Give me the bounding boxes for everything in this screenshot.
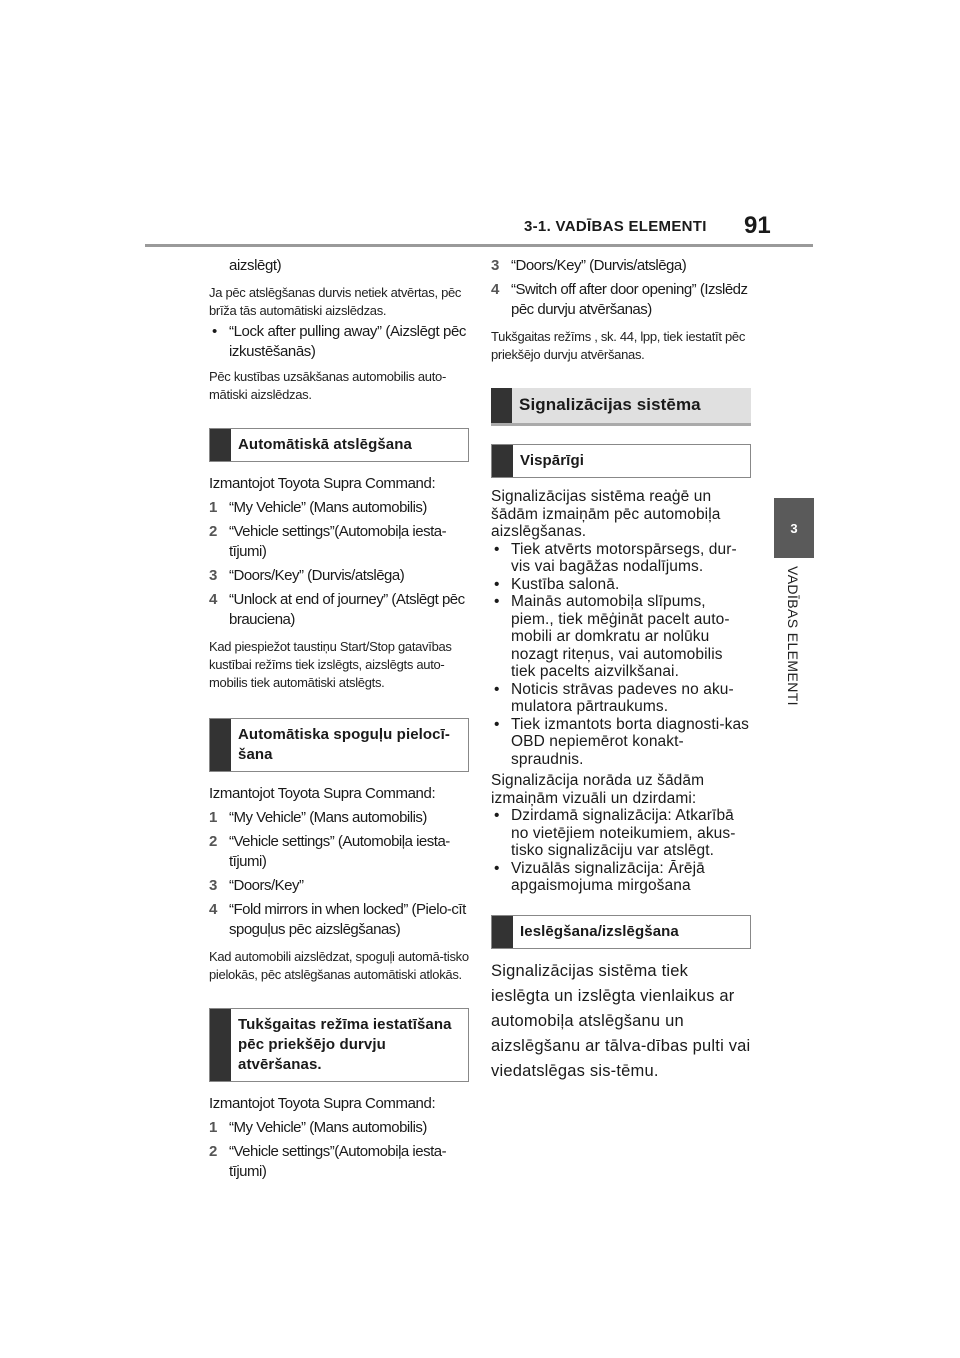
bullet-item: • Dzirdamā signalizācija: Atkarībā no vietējiem noteikumiem, akus-tisko signalizāciju var atslēgt. bbox=[494, 807, 736, 859]
bullet-item: • Vizuālās signalizācija: Ārējā apgaismojuma mirgošana bbox=[494, 859, 705, 894]
note-text: Kad piespiežot taustiņu Start/Stop gatavības kustībai režīms tiek izslēgts, aizslēgts auto-mobilis tiek automātiski atslēgts. bbox=[209, 639, 452, 690]
section-box-bar bbox=[210, 719, 231, 771]
section-box-title: Tukšgaitas režīma iestatīšana pēc priekšējo durvju atvēršanas. bbox=[238, 1016, 452, 1073]
note-text: Kad automobili aizslēdzat, spoguļi automā-tisko pielokās, pēc atslēgšanas automātiski atlokās. bbox=[209, 949, 469, 982]
step-item: 2 “Vehicle settings” (Automobiļa iesta-tījumi) bbox=[209, 833, 450, 870]
section-box bbox=[209, 1008, 469, 1082]
note-text: Pēc kustības uzsākšanas automobilis auto-mātiski aizslēdzas. bbox=[209, 369, 446, 402]
right-column bbox=[491, 256, 751, 1084]
section-box-bar bbox=[492, 916, 513, 948]
body-text: Signalizācija norāda uz šādām izmaiņām vizuāli un dzirdami: bbox=[491, 772, 705, 807]
body-text: Signalizācijas sistēma tiek ieslēgta un izslēgta vienlaikus ar automobiļa atslēgšanu un aizslēgšanu ar tālva-dības pulti vai viedatslēgas sis-tēmu. bbox=[491, 961, 751, 1080]
step-item: 3 “Doors/Key” bbox=[209, 877, 304, 894]
chapter-tab: 3 bbox=[774, 498, 814, 558]
section-box bbox=[491, 915, 751, 949]
section-heading: Signalizācijas sistēma bbox=[519, 395, 701, 414]
header-divider bbox=[145, 244, 813, 247]
note-text: Tukšgaitas režīms , sk. 44, lpp, tiek iestatīt pēc priekšējo durvju atvēršanas. bbox=[491, 329, 746, 362]
step-item: 4 “Unlock at end of journey” (Atslēgt pēc brauciena) bbox=[209, 591, 465, 628]
running-header-section: 3-1. VADĪBAS ELEMENTI bbox=[524, 218, 707, 235]
left-column bbox=[209, 256, 469, 1182]
intro-text: Izmantojot Toyota Supra Command: bbox=[209, 1095, 436, 1112]
section-box-title: Automātiska spoguļu pielocī-šana bbox=[238, 726, 450, 763]
step-item: 1 “My Vehicle” (Mans automobilis) bbox=[209, 499, 427, 516]
bullet-item: • Tiek izmantots borta diagnosti-kas OBD nepiemērot konakt-spraudnis. bbox=[494, 715, 750, 768]
section-heading-box bbox=[491, 388, 751, 426]
section-box bbox=[209, 428, 469, 462]
step-item: 1 “My Vehicle” (Mans automobilis) bbox=[209, 809, 427, 826]
step-item: 2 “Vehicle settings”(Automobiļa iesta-tījumi) bbox=[209, 1143, 447, 1180]
section-box bbox=[491, 444, 751, 478]
body-text: Signalizācijas sistēma reaģē un šādām izmaiņām pēc automobiļa aizslēgšanas. bbox=[491, 488, 721, 540]
section-box-bar bbox=[210, 429, 231, 461]
bullet-item: • “Lock after pulling away” (Aizslēgt pēc izkustēšanās) bbox=[212, 323, 467, 360]
step-item: 4 “Switch off after door opening” (Izslēdz pēc durvju atvēršanas) bbox=[491, 281, 748, 318]
section-box-bar bbox=[491, 388, 512, 423]
page-number: 91 bbox=[744, 212, 771, 239]
intro-text: Izmantojot Toyota Supra Command: bbox=[209, 785, 436, 802]
bullet-item: • Mainās automobiļa slīpums, piem., tiek mēģināt pacelt auto-mobili ar domkratu ar nolūku nozagt riteņus, vai automobilis tiek pacelts aizvilkšanai. bbox=[494, 593, 730, 680]
step-item: 1 “My Vehicle” (Mans automobilis) bbox=[209, 1119, 427, 1136]
step-item: 3 “Doors/Key” (Durvis/atslēga) bbox=[209, 567, 405, 584]
step-item: 4 “Fold mirrors in when locked” (Pielo-cīt spoguļus pēc aizslēgšanas) bbox=[209, 901, 466, 938]
section-box-bar bbox=[210, 1009, 231, 1081]
section-box bbox=[209, 718, 469, 772]
chapter-tab-label: VADĪBAS ELEMENTI bbox=[785, 566, 801, 706]
section-box-title: Vispārīgi bbox=[520, 452, 584, 469]
section-box-bar bbox=[492, 445, 513, 477]
intro-text: Izmantojot Toyota Supra Command: bbox=[209, 475, 436, 492]
step-item: 3 “Doors/Key” (Durvis/atslēga) bbox=[491, 257, 687, 274]
section-box-title: Ieslēgšana/izslēgšana bbox=[520, 922, 679, 940]
note-text: Ja pēc atslēgšanas durvis netiek atvērtas, pēc brīža tās automātiski aizslēdzas. bbox=[209, 285, 462, 318]
bullet-item: • Noticis strāvas padeves no aku-mulatora pārtraukums. bbox=[494, 680, 734, 715]
step-item: 2 “Vehicle settings”(Automobiļa iesta-tījumi) bbox=[209, 523, 447, 560]
continued-text: aizslēgt) bbox=[229, 257, 282, 274]
bullet-item: • Tiek atvērts motorspārsegs, dur-vis vai bagāžas nodalījums. bbox=[494, 540, 737, 575]
bullet-item: • Kustība salonā. bbox=[494, 575, 620, 593]
section-box-title: Automātiskā atslēgšana bbox=[238, 436, 412, 453]
